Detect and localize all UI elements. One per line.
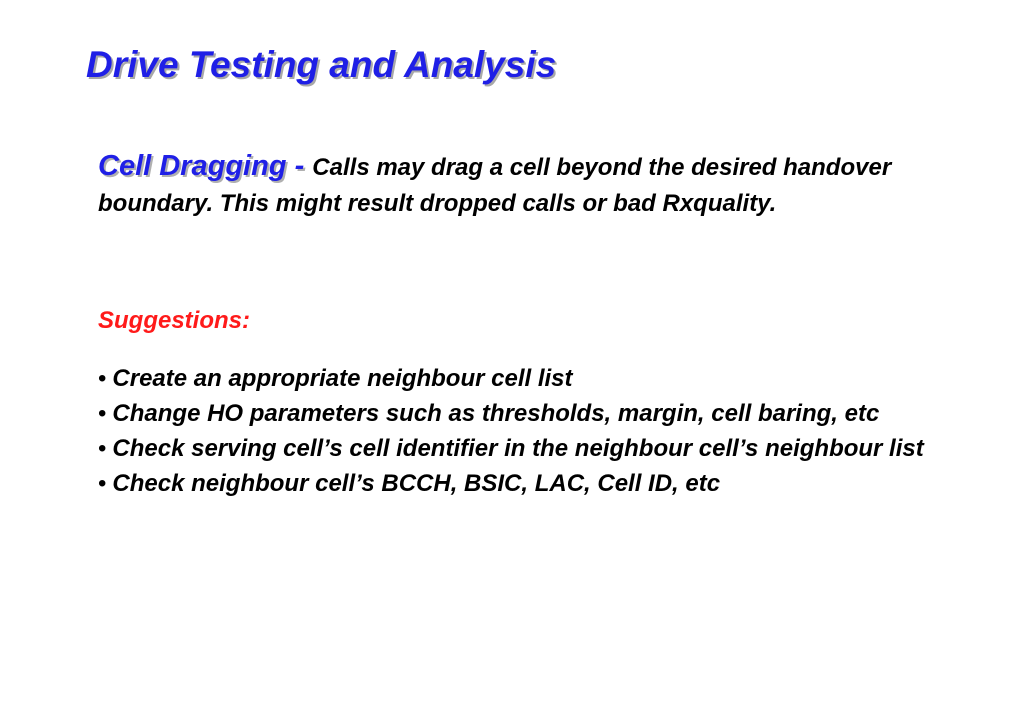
bullet-icon: • (98, 435, 107, 462)
suggestions-list (98, 361, 928, 501)
suggestions-label: Suggestions: (98, 307, 251, 334)
bullet-icon: • (98, 470, 107, 497)
bullet-icon: • (98, 365, 107, 392)
cell-dragging-paragraph (98, 148, 948, 222)
bullet-icon: • (98, 400, 107, 427)
cell-dragging-term: Cell Dragging - (98, 150, 313, 182)
list-item-text: Check neighbour cell’s BCCH, BSIC, LAC, Cell ID, etc (112, 470, 721, 497)
list-item-text: Check serving cell’s cell identifier in the neighbour cell’s neighbour list (112, 435, 924, 462)
list-item (98, 361, 928, 396)
list-item-text: Change HO parameters such as thresholds, margin, cell baring, etc (112, 400, 880, 427)
list-item (98, 466, 928, 501)
cell-dragging-description: Calls may drag a cell beyond the desired handover boundary. This might result dropped calls or bad Rxquality. (98, 154, 892, 217)
list-item-text: Create an appropriate neighbour cell list (112, 365, 573, 392)
list-item (98, 431, 928, 466)
list-item (98, 396, 928, 431)
slide-title: Drive Testing and Analysis (86, 44, 557, 85)
